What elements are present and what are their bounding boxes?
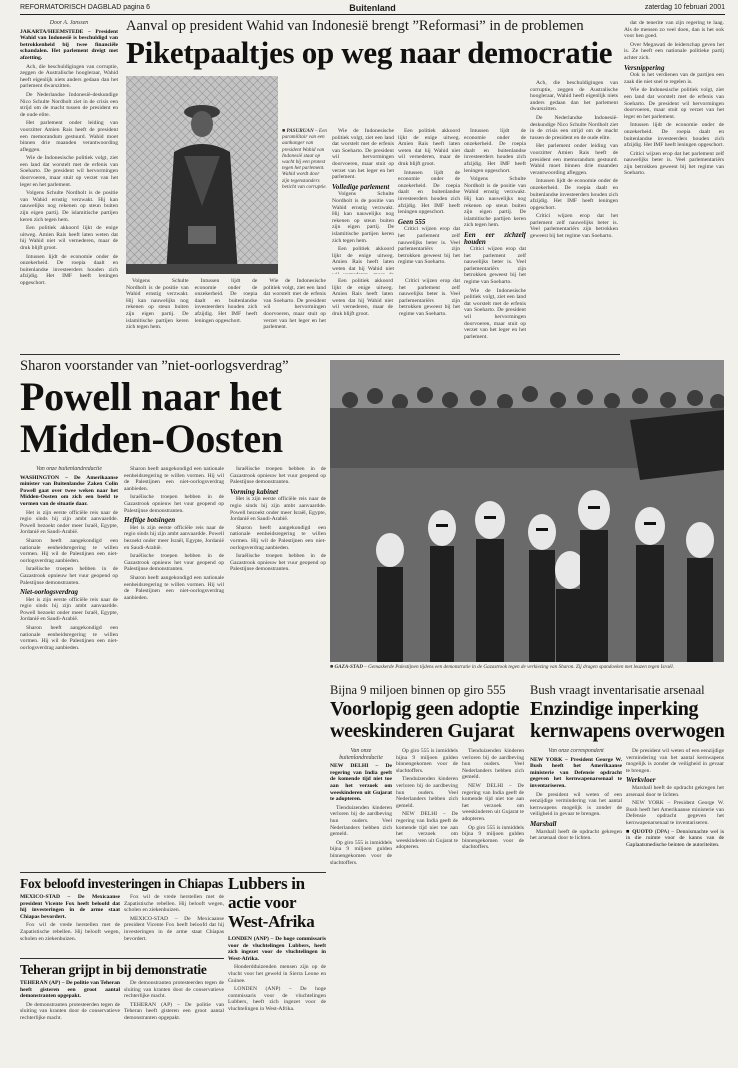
paragraph: Tienduizenden kinderen verloren bij de aardbeving hun ouders. Veel Nederlanders hebben zich gemeld. — [330, 804, 392, 838]
paragraph: Honderdduizenden mensen zijn op de vlucht voor het geweld in Sierra Leone en Guinee. — [228, 964, 326, 984]
divider — [20, 354, 620, 355]
story1-column-4 — [464, 128, 526, 346]
story1-lead-column — [20, 20, 118, 350]
paragraph: Critici wijzen erop dat het parlement zelf nauwelijks beter is. Veel parlementariërs zijn betrokken geweest bij het regime van Soeharto. — [530, 213, 618, 240]
story4-column-1 — [530, 748, 622, 1058]
paragraph: De president wil weten of een eenzijdige vermindering van het aantal kernwapens mogelijk is zonder de veiligheid in gevaar te brengen. — [626, 748, 724, 774]
paragraph: Een politiek akkoord lijkt de enige uitweg. Amien Rais heeft laten weten dat hij Wahid niet wil vernederen, maar de druk blijft groot. — [20, 225, 118, 251]
paragraph: Intussen lijdt de economie onder de onzekerheid. De roepia daalt en buitenlandse investeerders houden zich afzijdig. Het IMF heeft leningen opgeschort. — [194, 278, 258, 324]
caption-place: GAZA-STAD — [334, 664, 363, 670]
quote-paragraph: ■ QUOTO (DPA) – Dennismachte wel is in die ruimte voor de kanns van de Gaplaatsmedische beinten de autoriteiten. — [626, 828, 724, 848]
story2-headline-line1: Powell naar het — [20, 374, 282, 419]
paragraph: LONDEN (ANP) – De hoge commissaris voor de vluchtelingen Lubbers, heeft zich ingezet voor de vluchtelingen in West-Afrika. — [228, 986, 326, 1012]
paragraph: Marshall heeft de opdracht gekregen het arsenaal door te lichten. — [530, 828, 622, 842]
paragraph: Volgens Schulte Nordholt is de positie van Wahid ernstig verzwakt. Hij kan nauwelijks nog rekenen op steun buiten zijn eigen partij. De islamitische partijen keren zich tegen hem. — [332, 191, 394, 244]
story3-column-2 — [396, 748, 458, 1058]
story7-column-1 — [20, 980, 120, 1058]
masthead — [20, 3, 725, 15]
story3-headline-line1: Voorlopig geen adoptie — [330, 698, 520, 720]
caption-text: – Een paramilitair van een aanhanger van president Wahid van Indonesië staat op wacht bij een protest tegen het parlement. Wahid wordt door zijn tegenstanders beticht van corruptie. — [282, 128, 327, 190]
paragraph: Intussen lijdt de economie onder de onzekerheid. De roepia daalt en buitenlandse investeerders houden zich afzijdig. Het IMF heeft leningen opgeschort. — [624, 122, 724, 149]
paragraph: Sharon heeft aangekondigd een nationale eenheidsregering te willen vormen. Hij wil de Palestijnen een niet-oorlogsverdrag aanbieden. — [124, 466, 224, 492]
byline: Door A. Janssen — [49, 20, 89, 26]
paragraph: Op giro 555 is inmiddels bijna 9 miljoen gulden binnengekomen voor de slachtoffers. — [396, 748, 458, 774]
story4-headline-line2: kernwapens overwogen — [530, 720, 725, 742]
story6-headline-line1: Lubbers in — [228, 874, 305, 893]
paragraph: Wie de Indonesische politiek volgt, ziet een land dat worstelt met de erfenis van Soeharto. De president wil hervormingen doorvoeren, maar stuit op verzet van het leger en het parlement. — [332, 128, 394, 181]
lead-paragraph: TEHERAN (AP) – De politie van Teheran heeft gisteren een groot aantal demonstranten opgepakt. — [20, 980, 120, 1000]
paragraph: Intussen lijdt de economie onder de onzekerheid. De roepia daalt en buitenlandse investeerders houden zich afzijdig. Het IMF heeft leningen opgeschort. — [20, 253, 118, 286]
story1-column-3 — [398, 128, 460, 274]
paragraph: Intussen lijdt de economie onder de onzekerheid. De roepia daalt en buitenlandse investeerders houden zich afzijdig. Het IMF heeft leningen opgeschort. — [530, 178, 618, 211]
story1-bottom-columns-2 — [332, 278, 460, 346]
lead-paragraph: LONDEN (ANP) – De hoge commissaris voor de vluchtelingen Lubbers, heeft zich ingezet voor de vluchtelingen in West-Afrika. — [228, 936, 326, 962]
paragraph: De demonstranten protesteerden tegen de sluiting van kranten door de conservatieve rechterlijke macht. — [20, 1001, 120, 1021]
story6-column — [228, 936, 326, 1058]
paragraph: dat de tenerite van zijn regering te laag. Als de mensen zo veel doen, dan is het ook voor hen goed. — [624, 20, 724, 40]
story3-kicker: Bijna 9 miljoen binnen op giro 555 — [330, 683, 506, 697]
lead-paragraph: WASHINGTON – De Amerikaanse minister van Buitenlandse Zaken Colin Powell gaat over twee weken naar het Midden-Oosten om zich een beeld te vormen van de situatie daar. — [20, 474, 118, 507]
newspaper-name: REFORMATORISCH DAGBLAD pagina 6 — [20, 4, 151, 11]
paragraph: NEW DELHI – De regering van India geeft de komende tijd niet toe aan het verzoek om weeskinderen uit Gujarat te adopteren. — [462, 782, 524, 822]
subhead: Niet-oorlogsverdrag — [20, 588, 78, 597]
story1-kicker: Aanval op president Wahid van Indonesië brengt ”Reformasi” in de problemen — [126, 18, 584, 34]
paragraph: Over Megawati de leiderschap geven het is. Ze heeft een nationale politieke partij achter zich. — [624, 41, 724, 61]
paragraph: Critici wijzen erop dat het parlement zelf nauwelijks beter is. Veel parlementariërs zijn betrokken geweest bij het regime van Soeharto. — [624, 150, 724, 177]
paragraph: Israëlische troepen hebben in de Gazastrook opnieuw het vuur geopend op Palestijnse demonstranten. — [124, 553, 224, 573]
paragraph: Wie de Indonesische politiek volgt, ziet een land dat worstelt met de erfenis van Soeharto. De president wil hervormingen doorvoeren, maar stuit op verzet van het leger en het parlement. — [464, 287, 526, 340]
caption-text: – Gemaskerde Palestijnen tijdens een demonstratie in de Gazastrook tegen de verkiezing van Sharon. Zij dragen spandoeken met leuzen tegen Israël. — [364, 664, 675, 670]
story2-column-3 — [230, 466, 326, 872]
story6-headline — [228, 874, 326, 931]
quote-text: (DPA) – Dennismachte wel is in die ruimte voor de kanns van de Gaplaatsmedische beinten de autoriteiten. — [626, 828, 724, 848]
byline: Van onze buitenlandredactie — [339, 748, 383, 761]
lead-paragraph: NEW YORK – President George W. Bush heeft het Amerikaanse ministerie van Defensie opdracht gegeven het kernwapenarsenaal te inventariseren. — [530, 756, 622, 789]
paragraph: Intussen lijdt de economie onder de onzekerheid. De roepia daalt en buitenlandse investeerders houden zich afzijdig. Het IMF heeft leningen opgeschort. — [464, 128, 526, 174]
camera-icon: ■ — [330, 664, 335, 670]
subhead: Marshall — [530, 819, 557, 828]
paragraph: Ook is het verdienen van de partijen een zaak die niet snel te regelen is. — [624, 72, 724, 85]
paragraph: Sharon heeft aangekondigd een nationale eenheidsregering te willen vormen. Hij wil de Palestijnen een niet-oorlogsverdrag aanbieden. — [20, 537, 118, 564]
story1-headline: Piketpaaltjes op weg naar democratie — [126, 35, 613, 70]
paragraph: Wie de Indonesische politiek volgt, ziet een land dat worstelt met de erfenis van Soeharto. De president wil hervormingen doorvoeren, maar stuit op verzet van het leger en het parlement. — [624, 87, 724, 120]
story5-column-2 — [124, 894, 224, 954]
paragraph: Volgens Schulte Nordholt is de positie van Wahid ernstig verzwakt. Hij kan nauwelijks nog rekenen op steun buiten zijn eigen partij. De islamitische partijen keren zich tegen hem. — [20, 190, 118, 223]
byline: Van onze correspondent — [548, 748, 604, 754]
story3-column-1 — [330, 748, 392, 1058]
paragraph: Het is zijn eerste officiële reis naar de regio sinds hij zijn ambt aanvaardde. Powell bezoekt onder meer Israël, Egypte, Jordanië en Saudi-Arabië. — [20, 509, 118, 536]
paragraph: Op giro 555 is inmiddels bijna 9 miljoen gulden binnengekomen voor de slachtoffers. — [462, 824, 524, 851]
divider — [20, 958, 224, 959]
lead-paragraph: MEXICO-STAD – De Mexicaanse president Vicente Fox heeft beloofd dat hij investeringen in de arme staat Chiapas bevordert. — [20, 894, 120, 920]
paragraph: Op giro 555 is inmiddels bijna 9 miljoen gulden binnengekomen voor de slachtoffers. — [330, 839, 392, 866]
subhead: Volledige parlement — [332, 182, 390, 191]
paragraph: Tienduizenden kinderen verloren bij de aardbeving hun ouders. Veel Nederlanders hebben zich gemeld. — [396, 776, 458, 809]
issue-date: zaterdag 10 februari 2001 — [644, 4, 725, 11]
paragraph: Wie de Indonesische politiek volgt, ziet een land dat worstelt met de erfenis van Soeharto. De president wil hervormingen doorvoeren, maar stuit op verzet van het leger en het parlement. — [263, 278, 326, 331]
story5-column-1 — [20, 894, 120, 954]
paragraph: Een politiek akkoord lijkt de enige uitweg. Amien Rais heeft laten weten dat hij Wahid niet — [332, 246, 394, 272]
section-title: Buitenland — [349, 3, 396, 13]
story4-headline-line1: Enzindige inperking — [530, 698, 699, 720]
paragraph: Sharon heeft aangekondigd een nationale eenheidsregering te willen vormen. Hij wil de Palestijnen een niet-oorlogsverdrag aanbieden. — [230, 524, 326, 551]
paragraph: De Nederlandse Indonesië-deskundige Nico Schulte Nordholt ziet in de crisis een strijd om de macht tussen de president en de oude elite. — [20, 91, 118, 118]
lead-paragraph: JAKARTA/HEEMSTEDE – President Wahid van Indonesië is beschuldigd van betrokkenheid bij twee financiële schandalen. Het parlement dreigt met afzetting. — [20, 28, 118, 61]
paragraph: Een politiek akkoord lijkt de enige uitweg. Amien Rais heeft laten weten dat hij Wahid niet wil vernederen, maar de druk blijft groot. — [398, 128, 460, 167]
story7-headline: Teheran grijpt in bij demonstratie — [20, 962, 207, 977]
story6-headline-line3: West-Afrika — [228, 912, 315, 931]
subhead: Versnippering — [624, 63, 665, 72]
quote-tag: QUOTO — [632, 828, 653, 835]
story2-headline-line2: Midden-Oosten — [20, 416, 283, 461]
lead-paragraph: NEW DELHI – De regering van India geeft de komende tijd niet toe aan het verzoek om weeskinderen uit Gujarat te adopteren. — [330, 763, 392, 803]
paragraph: Wie de Indonesische politiek volgt, ziet een land dat worstelt met de erfenis van Soeharto. De president wil hervormingen doorvoeren, maar stuit op verzet van het leger en het parlement. — [20, 155, 118, 188]
paragraph: Het parlement onder leiding van voorzitter Amien Rais heeft de president een memorandum gestuurd. Wahid moet binnen drie maanden verantwoording afleggen. — [20, 120, 118, 153]
paragraph: Fox wil de vrede herstellen met de Zapatistische rebellen. Hij belooft wegen, scholen en ziekenhuizen. — [124, 894, 224, 914]
story2-column-2 — [124, 466, 224, 872]
story1-bottom-columns — [126, 278, 326, 346]
paragraph: Ach, die beschuldigingen van corruptie, zeggen de Australische hoogleraar, Wahid heeft eigenlijk niets anders gedaan dan het parlement dwarszitten. — [20, 63, 118, 90]
byline: Van onze buitenlandredactie — [36, 466, 102, 472]
story2-lead-column — [20, 466, 118, 870]
subhead: Heftige botsingen — [124, 516, 176, 525]
paragraph: Critici wijzen erop dat het parlement zelf nauwelijks beter is. Veel parlementariërs zijn betrokken geweest bij het regime van Soeharto. — [464, 246, 526, 286]
paragraph: Sharon heeft aangekondigd een nationale eenheidsregering te willen vormen. Hij wil de Palestijnen een niet-oorlogsverdrag aanbieden. — [20, 625, 118, 651]
story1-photo-caption — [282, 128, 328, 274]
paragraph: Het is zijn eerste officiële reis naar de regio sinds hij zijn ambt aanvaardde. Powell bezoekt onder meer Israël, Egypte, Jordanië en Saudi-Arabië. — [124, 524, 224, 551]
paragraph: Sharon heeft aangekondigd een nationale eenheidsregering te willen vormen. Hij wil de Palestijnen een niet-oorlogsverdrag aanbieden. — [124, 574, 224, 601]
paragraph: Volgens Schulte Nordholt is de positie van Wahid ernstig verzwakt. Hij kan nauwelijks nog rekenen op steun buiten zijn eigen partij. De islamitische partijen keren zich tegen hem. — [464, 176, 526, 229]
paragraph: Ach, die beschuldigingen van corruptie, zeggen de Australische hoogleraar, Wahid heeft eigenlijk niets anders gedaan dan het parlement dwarszitten. — [530, 80, 618, 113]
paragraph: Volgens Schulte Nordholt is de positie van Wahid ernstig verzwakt. Hij kan nauwelijks nog rekenen op steun buiten zijn eigen partij. De islamitische partijen keren zich tegen hem. — [126, 278, 189, 331]
story1-photo — [126, 76, 278, 274]
paragraph: De Nederlandse Indonesië-deskundige Nico Schulte Nordholt ziet in de crisis een strijd om de macht tussen de president en de oude elite. — [530, 114, 618, 141]
paragraph: Israëlische troepen hebben in de Gazastrook opnieuw het vuur geopend op Palestijnse demonstranten. — [230, 466, 326, 486]
caption-place: PASURUAN — [286, 128, 314, 134]
story5-headline: Fox beloofd investeringen in Chiapas — [20, 876, 223, 891]
paragraph: TEHERAN (AP) – De politie van Teheran heeft gisteren een groot aantal demonstranten opgepakt. — [124, 1001, 224, 1021]
paragraph: Een politiek akkoord lijkt de enige uitweg. Amien Rais heeft laten weten dat hij Wahid niet wil vernederen, maar de druk blijft groot. — [332, 278, 393, 317]
paragraph: Critici wijzen erop dat het parlement zelf nauwelijks beter is. Veel parlementariërs zijn betrokken geweest bij het regime van Soeharto. — [398, 226, 460, 266]
paragraph: Marshall heeft de opdracht gekregen het arsenaal door te lichten. — [626, 784, 724, 798]
story2-photo-caption — [330, 664, 724, 678]
sidebar-column — [624, 20, 724, 360]
paragraph: NEW DELHI – De regering van India geeft de komende tijd niet toe aan het verzoek om weeskinderen uit Gujarat te adopteren. — [396, 811, 458, 851]
subhead: Werkvloer — [626, 776, 656, 785]
paragraph: Israëlische troepen hebben in de Gazastrook opnieuw het vuur geopend op Palestijnse demonstranten. — [124, 494, 224, 514]
story3-column-3 — [462, 748, 524, 1058]
story1-column-2 — [332, 128, 394, 274]
paragraph: Het is zijn eerste officiële reis naar de regio sinds hij zijn ambt aanvaardde. Powell bezoekt onder meer Israël, Egypte, Jordanië en Saudi-Arabië. — [230, 496, 326, 523]
story2-photo — [330, 360, 724, 662]
story4-kicker: Bush vraagt inventarisatie arsenaal — [530, 683, 705, 697]
paragraph: Intussen lijdt de economie onder de onzekerheid. De roepia daalt en buitenlandse investeerders houden zich afzijdig. Het IMF heeft leningen opgeschort. — [398, 169, 460, 216]
paragraph: De president wil weten of een eenzijdige vermindering van het aantal kernwapens mogelijk is zonder de veiligheid in gevaar te brengen. — [530, 791, 622, 818]
paragraph: De demonstranten protesteerden tegen de sluiting van kranten door de conservatieve rechterlijke macht. — [124, 980, 224, 1000]
camera-icon: ■ — [282, 128, 287, 134]
paragraph: Israëlische troepen hebben in de Gazastrook opnieuw het vuur geopend op Palestijnse demonstranten. — [230, 553, 326, 573]
subhead: Vorming kabinet — [230, 487, 279, 496]
story4-column-2 — [626, 748, 724, 1058]
paragraph: MEXICO-STAD – De Mexicaanse president Vicente Fox heeft beloofd dat hij investeringen in de arme staat Chiapas bevordert. — [124, 915, 224, 942]
paragraph: Critici wijzen erop dat het parlement zelf nauwelijks beter is. Veel parlementariërs zijn betrokken geweest bij het regime van Soeharto. — [399, 278, 460, 317]
paragraph: Tienduizenden kinderen verloren bij de aardbeving hun ouders. Veel Nederlanders hebben zich gemeld. — [462, 748, 524, 781]
subhead: Geen 555 — [398, 217, 426, 226]
story2-kicker: Sharon voorstander van ”niet-oorlogsverdrag” — [20, 358, 289, 374]
divider — [20, 872, 326, 873]
story3-headline-line2: weeskinderen Gujarat — [330, 720, 515, 742]
story7-column-2 — [124, 980, 224, 1058]
paragraph: Fox wil de vrede herstellen met de Zapatistische rebellen. Hij belooft wegen, scholen en ziekenhuizen. — [20, 922, 120, 942]
subhead: Een eer zichzelf houden — [464, 230, 526, 246]
story6-headline-line2: actie voor — [228, 893, 297, 912]
paragraph: Het is zijn eerste officiële reis naar de regio sinds hij zijn ambt aanvaardde. Powell bezoekt onder meer Israël, Egypte, Jordanië en Saudi-Arabië. — [20, 596, 118, 623]
paragraph: Israëlische troepen hebben in de Gazastrook opnieuw het vuur geopend op Palestijnse demonstranten. — [20, 566, 118, 586]
paragraph: Het parlement onder leiding van voorzitter Amien Rais heeft de president een memorandum gestuurd. Wahid moet binnen drie maanden verantwoording afleggen. — [530, 143, 618, 176]
story1-column-5 — [530, 80, 618, 346]
paragraph: NEW YORK – President George W. Bush heeft het Amerikaanse ministerie van Defensie opdracht gegeven het kernwapenarsenaal te inventariseren. — [626, 800, 724, 826]
